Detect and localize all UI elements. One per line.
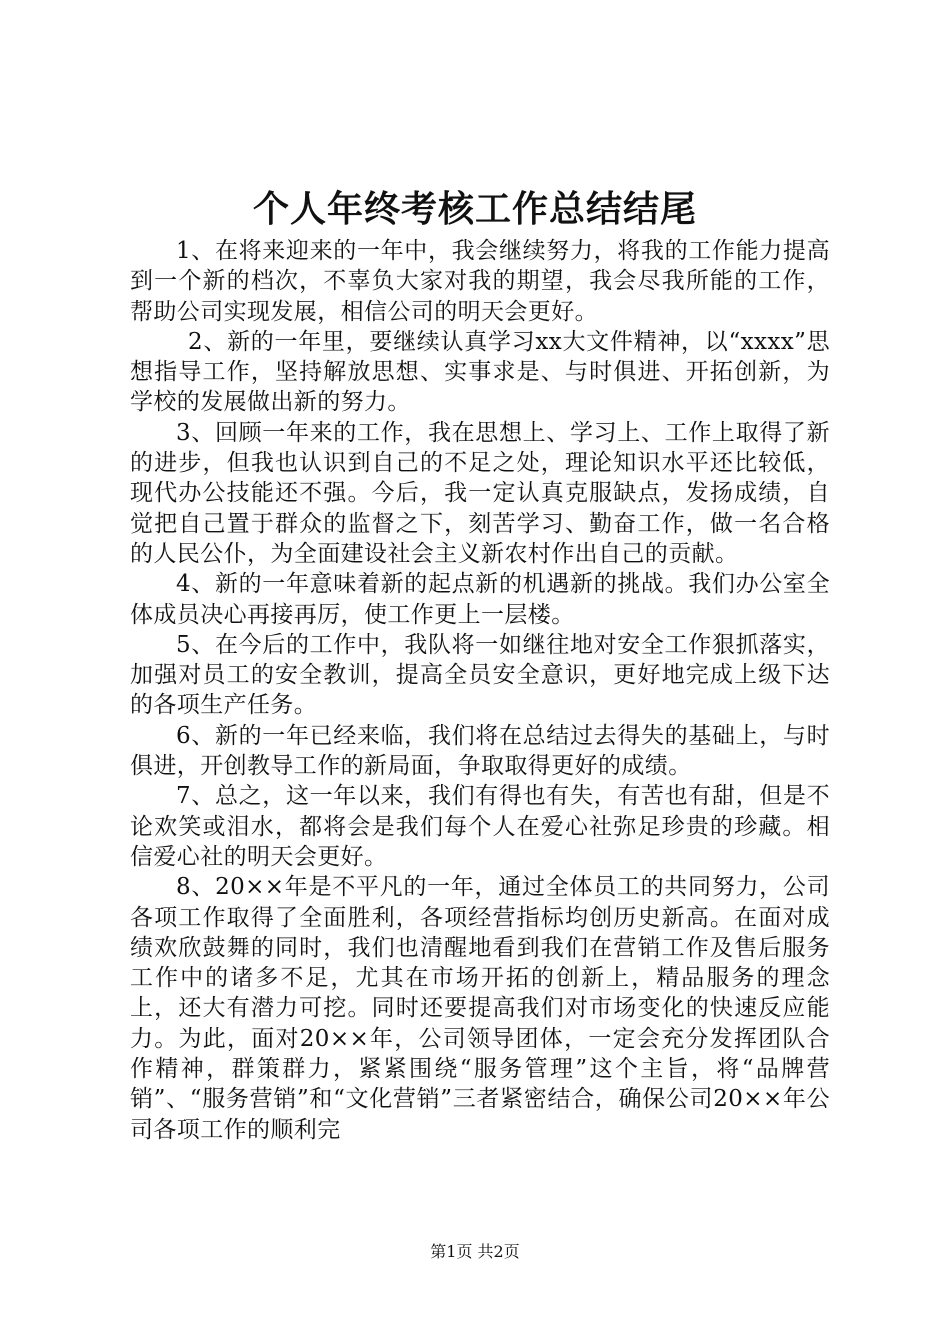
paragraph-8: 8、20××年是不平凡的一年，通过全体员工的共同努力，公司各项工作取得了全面胜利，各项经营指标均创历史新高。在面对成绩欢欣鼓舞的同时，我们也清醒地看到我们在营销工作及售后服务工作中的诸多不足，尤其在市场开拓的创新上，精品服务的理念上，还大有潜力可挖。同时还要提高我们对市场变化的快速反应能力。为此，面对20××年，公司领导团体，一定会充分发挥团队合作精神，群策群力，紧紧围绕“服务管理”这个主旨，将“品牌营销”、“服务营销”和“文化营销”三者紧密结合，确保公司20××年公司各项工作的顺利完: [130, 874, 830, 1143]
paragraph-7: 7、总之，这一年以来，我们有得也有失，有苦也有甜，但是不论欢笑或泪水，都将会是我们每个人在爱心社弥足珍贵的珍藏。相信爱心社的明天会更好。: [130, 783, 830, 870]
document-title: 个人年终考核工作总结结尾: [252, 188, 697, 230]
paragraph-6: 6、新的一年已经来临，我们将在总结过去得失的基础上，与时俱进，开创教导工作的新局面，争取取得更好的成绩。: [130, 722, 830, 780]
paragraph-5: 5、在今后的工作中，我队将一如继往地对安全工作狠抓落实，加强对员工的安全教训，提高全员安全意识，更好地完成上级下达的各项生产任务。: [130, 631, 830, 719]
page-footer: 第1页 共2页: [430, 1242, 520, 1261]
paragraph-2: 2、新的一年里，要继续认真学习xx大文件精神，以“xxxx”思想指导工作，坚持解放思想、实事求是、与时俱进、开拓创新，为学校的发展做出新的努力。: [130, 328, 830, 416]
paragraph-3: 3、回顾一年来的工作，我在思想上、学习上、工作上取得了新的进步，但我也认识到自己的不足之处，理论知识水平还比较低，现代办公技能还不强。今后，我一定认真克服缺点，发扬成绩，自觉把自己置于群众的监督之下，刻苦学习、勤奋工作，做一名合格的人民公仆，为全面建设社会主义新农村作出自己的贡献。: [130, 419, 830, 567]
document-body: [130, 236, 830, 1145]
paragraph-4: 4、新的一年意味着新的起点新的机遇新的挑战。我们办公室全体成员决心再接再厉，使工作更上一层楼。: [130, 571, 830, 628]
paragraph-1: 1、在将来迎来的一年中，我会继续努力，将我的工作能力提高到一个新的档次，不辜负大家对我的期望，我会尽我所能的工作，帮助公司实现发展，相信公司的明天会更好。: [130, 238, 830, 325]
